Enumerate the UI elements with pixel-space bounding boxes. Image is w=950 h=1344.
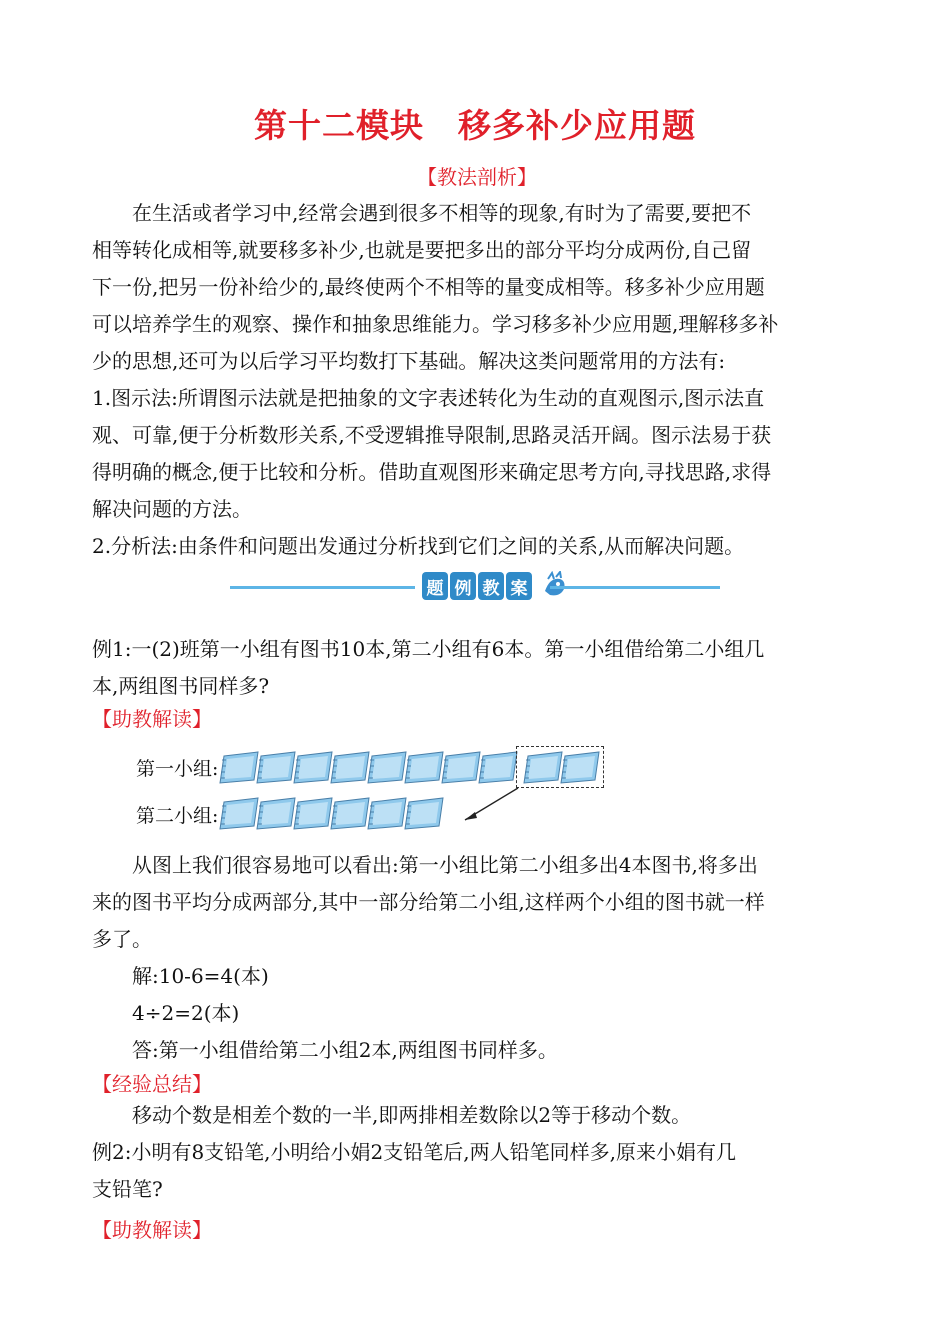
example2-line: 支铅笔? — [92, 1177, 163, 1201]
banner-char: 例 — [450, 572, 476, 600]
section-heading-method: 【教法剖析】 — [417, 165, 537, 189]
explain-line: 从图上我们很容易地可以看出:第一小组比第二小组多出4本图书,将多出 — [132, 853, 758, 877]
intro-line: 下一份,把另一份补给少的,最终使两个不相等的量变成相等。移多补少应用题 — [92, 275, 765, 299]
example-banner — [230, 570, 720, 604]
summary-and-example2 — [92, 1097, 862, 1208]
group2-label: 第二小组: — [136, 805, 219, 827]
intro-paragraph — [92, 195, 862, 565]
method2-line: 2.分析法:由条件和问题出发通过分析找到它们之间的关系,从而解决问题。 — [92, 534, 745, 558]
example1-line: 例1:一(2)班第一小组有图书10本,第二小组有6本。第一小组借给第二小组几 — [92, 637, 765, 661]
example1-line: 本,两组图书同样多? — [92, 674, 270, 698]
banner-char: 题 — [422, 572, 448, 600]
explain-line: 多了。 — [92, 927, 152, 951]
page-title: 第十二模块 移多补少应用题 — [254, 106, 696, 145]
assist-heading-1: 【助教解读】 — [92, 707, 212, 731]
banner-chars — [422, 572, 532, 600]
example2-line: 例2:小明有8支铅笔,小明给小娟2支铅笔后,两人铅笔同样多,原来小娟有几 — [92, 1140, 736, 1164]
group1-label: 第一小组: — [136, 758, 219, 780]
banner-char: 教 — [478, 572, 504, 600]
intro-line: 可以培养学生的观察、操作和抽象思维能力。学习移多补少应用题,理解移多补 — [92, 312, 779, 336]
method1-line: 1.图示法:所谓图示法就是把抽象的文字表述转化为生动的直观图示,图示法直 — [92, 386, 765, 410]
intro-line: 在生活或者学习中,经常会遇到很多不相等的现象,有时为了需要,要把不 — [132, 201, 752, 225]
intro-line: 少的思想,还可为以后学习平均数打下基础。解决这类问题常用的方法有: — [92, 349, 726, 373]
banner-char: 案 — [506, 572, 532, 600]
answer-line: 答:第一小组借给第二小组2本,两组图书同样多。 — [132, 1038, 558, 1062]
solution-line: 解:10-6=4(本) — [132, 964, 269, 988]
example1-question — [92, 631, 862, 705]
explain-line: 来的图书平均分成两部分,其中一部分给第二小组,这样两个小组的图书就一样 — [92, 890, 765, 914]
banner-line-right — [550, 586, 720, 589]
summary-text: 移动个数是相差个数的一半,即两排相差数除以2等于移动个数。 — [132, 1103, 692, 1127]
books-figure — [136, 742, 616, 832]
method1-line: 得明确的概念,便于比较和分析。借助直观图形来确定思考方向,寻找思路,求得 — [92, 460, 772, 484]
intro-line: 相等转化成相等,就要移多补少,也就是要把多出的部分平均分成两份,自己留 — [92, 238, 752, 262]
summary-heading: 【经验总结】 — [92, 1072, 212, 1096]
method1-line: 解决问题的方法。 — [92, 497, 252, 521]
banner-line-left — [230, 586, 415, 589]
explanation-paragraph — [92, 847, 862, 1069]
solution-line: 4÷2=2(本) — [132, 1001, 240, 1025]
method1-line: 观、可靠,便于分析数形关系,不受逻辑推导限制,思路灵活开阔。图示法易于获 — [92, 423, 772, 447]
assist-heading-2: 【助教解读】 — [92, 1218, 212, 1242]
move-arrow-icon — [136, 742, 616, 832]
